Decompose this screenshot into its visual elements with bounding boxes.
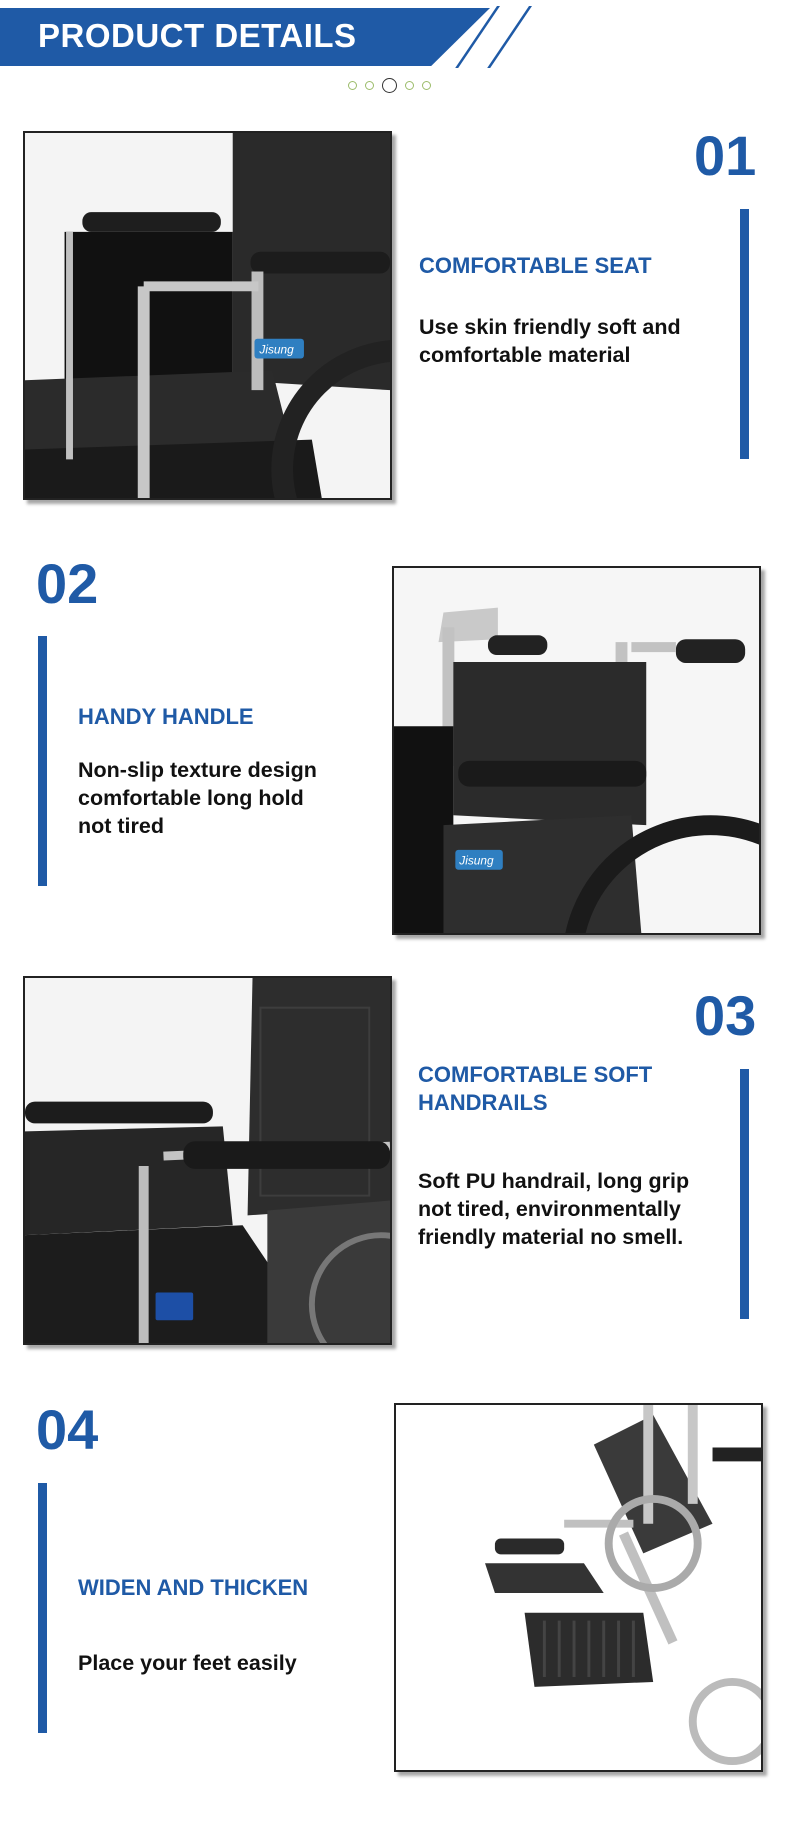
wheelchair-handle-image xyxy=(394,568,759,933)
feature-number: 04 xyxy=(36,1398,99,1461)
feature-description xyxy=(418,1167,728,1251)
brand-logo: Jisung xyxy=(259,342,294,357)
feature-title-line: WIDEN AND THICKEN xyxy=(78,1575,309,1600)
photo-seat xyxy=(23,131,392,500)
feature-accent-bar xyxy=(38,1483,47,1733)
feature-title-line: HANDRAILS xyxy=(418,1090,548,1115)
feature-desc-line: Place your feet easily xyxy=(78,1651,297,1675)
feature-number: 01 xyxy=(694,124,757,187)
photo-handrails xyxy=(23,976,392,1345)
feature-desc-line: comfortable material xyxy=(419,343,631,367)
feature-number: 03 xyxy=(694,984,757,1047)
feature-desc-line: Non-slip texture design xyxy=(78,758,317,782)
header-stripe-2 xyxy=(487,6,532,68)
feature-desc-line: friendly material no smell. xyxy=(418,1225,684,1249)
feature-desc-line: not tired, environmentally xyxy=(418,1197,681,1221)
carousel-dot[interactable] xyxy=(365,81,374,90)
carousel-dot[interactable] xyxy=(348,81,357,90)
photo-footrest xyxy=(394,1403,763,1772)
photo-handle xyxy=(392,566,761,935)
feature-description xyxy=(78,756,388,840)
feature-description xyxy=(419,313,729,369)
wheelchair-footrest-image xyxy=(396,1405,761,1770)
feature-title xyxy=(78,703,378,731)
carousel-dot[interactable] xyxy=(405,81,414,90)
feature-title-line: HANDY HANDLE xyxy=(78,704,254,729)
wheelchair-seat-image xyxy=(25,133,390,498)
feature-title xyxy=(419,252,719,280)
feature-accent-bar xyxy=(38,636,47,886)
feature-desc-line: Soft PU handrail, long grip xyxy=(418,1169,690,1193)
feature-description xyxy=(78,1649,388,1677)
feature-accent-bar xyxy=(740,209,749,459)
feature-number: 02 xyxy=(36,552,99,615)
feature-title xyxy=(418,1061,718,1117)
carousel-dot[interactable] xyxy=(422,81,431,90)
feature-title-line: COMFORTABLE SOFT xyxy=(418,1062,653,1087)
feature-desc-line: not tired xyxy=(78,814,164,838)
wheelchair-handrail-image xyxy=(25,978,390,1343)
carousel-dot-active[interactable] xyxy=(382,78,397,93)
feature-accent-bar xyxy=(740,1069,749,1319)
feature-desc-line: Use skin friendly soft and xyxy=(419,315,681,339)
brand-logo: Jisung xyxy=(459,853,494,868)
feature-title xyxy=(78,1574,378,1602)
page-title: PRODUCT DETAILS xyxy=(38,17,357,54)
carousel-dots xyxy=(348,78,431,93)
feature-desc-line: comfortable long hold xyxy=(78,786,304,810)
feature-title-line: COMFORTABLE SEAT xyxy=(419,253,652,278)
